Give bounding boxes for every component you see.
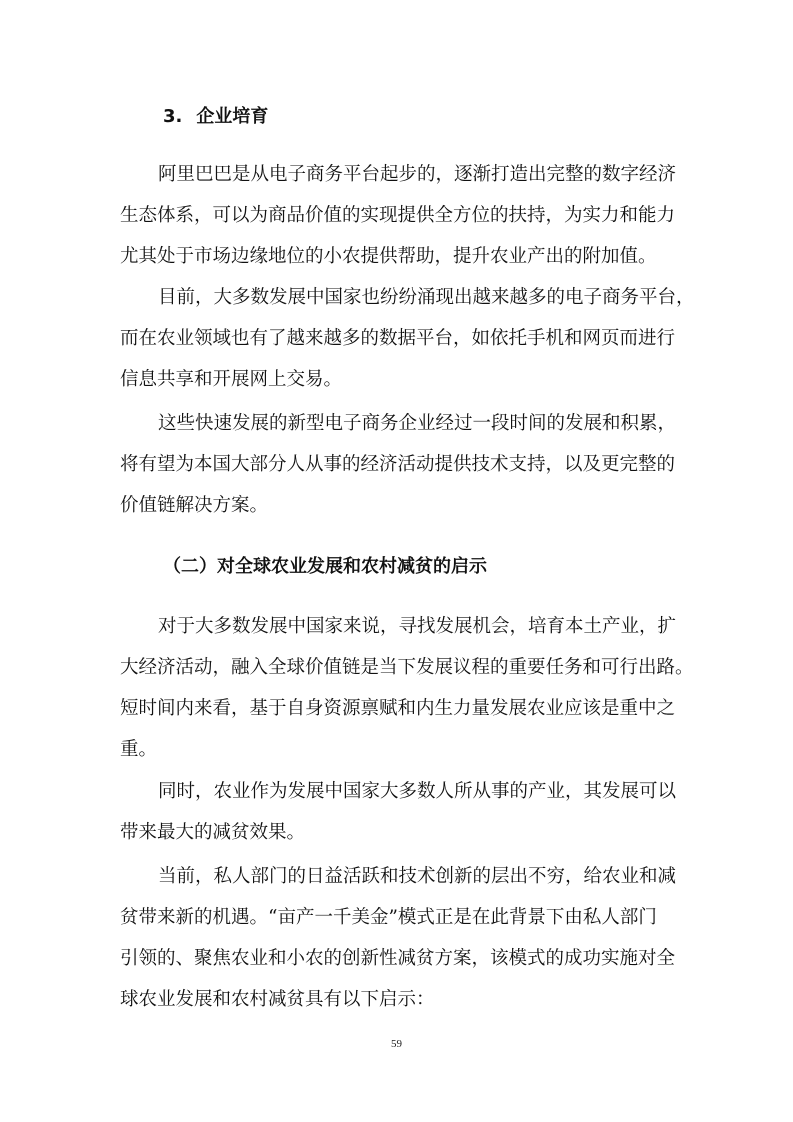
section-number: 3. <box>163 106 183 127</box>
paragraph-line: 当前，私人部门的日益活跃和技术创新的层出不穷，给农业和减 <box>158 866 677 887</box>
paragraph-line: 尤其处于市场边缘地位的小农提供帮助，提升农业产出的附加值。 <box>120 246 657 267</box>
paragraph-line: 价值链解决方案。 <box>120 495 269 516</box>
paragraph-line: 同时，农业作为发展中国家大多数人所从事的产业，其发展可以 <box>158 781 677 802</box>
paragraph-line: 带来最大的减贫效果。 <box>120 822 306 843</box>
paragraph-line: 将有望为本国大部分人从事的经济活动提供技术支持，以及更完整的 <box>120 454 676 475</box>
paragraph-line: 球农业发展和农村减贫具有以下启示： <box>120 989 435 1010</box>
section-heading <box>163 106 268 128</box>
section-title: 企业培育 <box>196 106 269 127</box>
paragraph-line: 引领的、聚焦农业和小农的创新性减贫方案，该模式的成功实施对全 <box>120 948 676 969</box>
paragraph-line: 阿里巴巴是从电子商务平台起步的，逐渐打造出完整的数字经济 <box>158 164 677 185</box>
paragraph-line: 重。 <box>120 739 158 760</box>
paragraph-line: 短时间内来看，基于自身资源禀赋和内生力量发展农业应该是重中之 <box>120 698 676 719</box>
paragraph-line: 贫带来新的机遇。“亩产一千美金”模式正是在此背景下由私人部门 <box>120 907 657 928</box>
paragraph-line: 而在农业领域也有了越来越多的数据平台，如依托手机和网页而进行 <box>120 328 676 349</box>
paragraph-line: 目前，大多数发展中国家也纷纷涌现出越来越多的电子商务平台， <box>158 287 695 308</box>
paragraph-line: 大经济活动，融入全球价值链是当下发展议程的重要任务和可行出路。 <box>120 657 694 678</box>
paragraph-line: 这些快速发展的新型电子商务企业经过一段时间的发展和积累， <box>158 413 677 434</box>
subsection-heading: （二）对全球农业发展和农村减贫的启示 <box>163 556 487 577</box>
paragraph-line: 对于大多数发展中国家来说，寻找发展机会，培育本土产业，扩 <box>158 616 677 637</box>
paragraph-line: 生态体系，可以为商品价值的实现提供全方位的扶持，为实力和能力 <box>120 205 676 226</box>
page-number: 59 <box>391 1038 402 1050</box>
paragraph-line: 信息共享和开展网上交易。 <box>120 369 343 390</box>
